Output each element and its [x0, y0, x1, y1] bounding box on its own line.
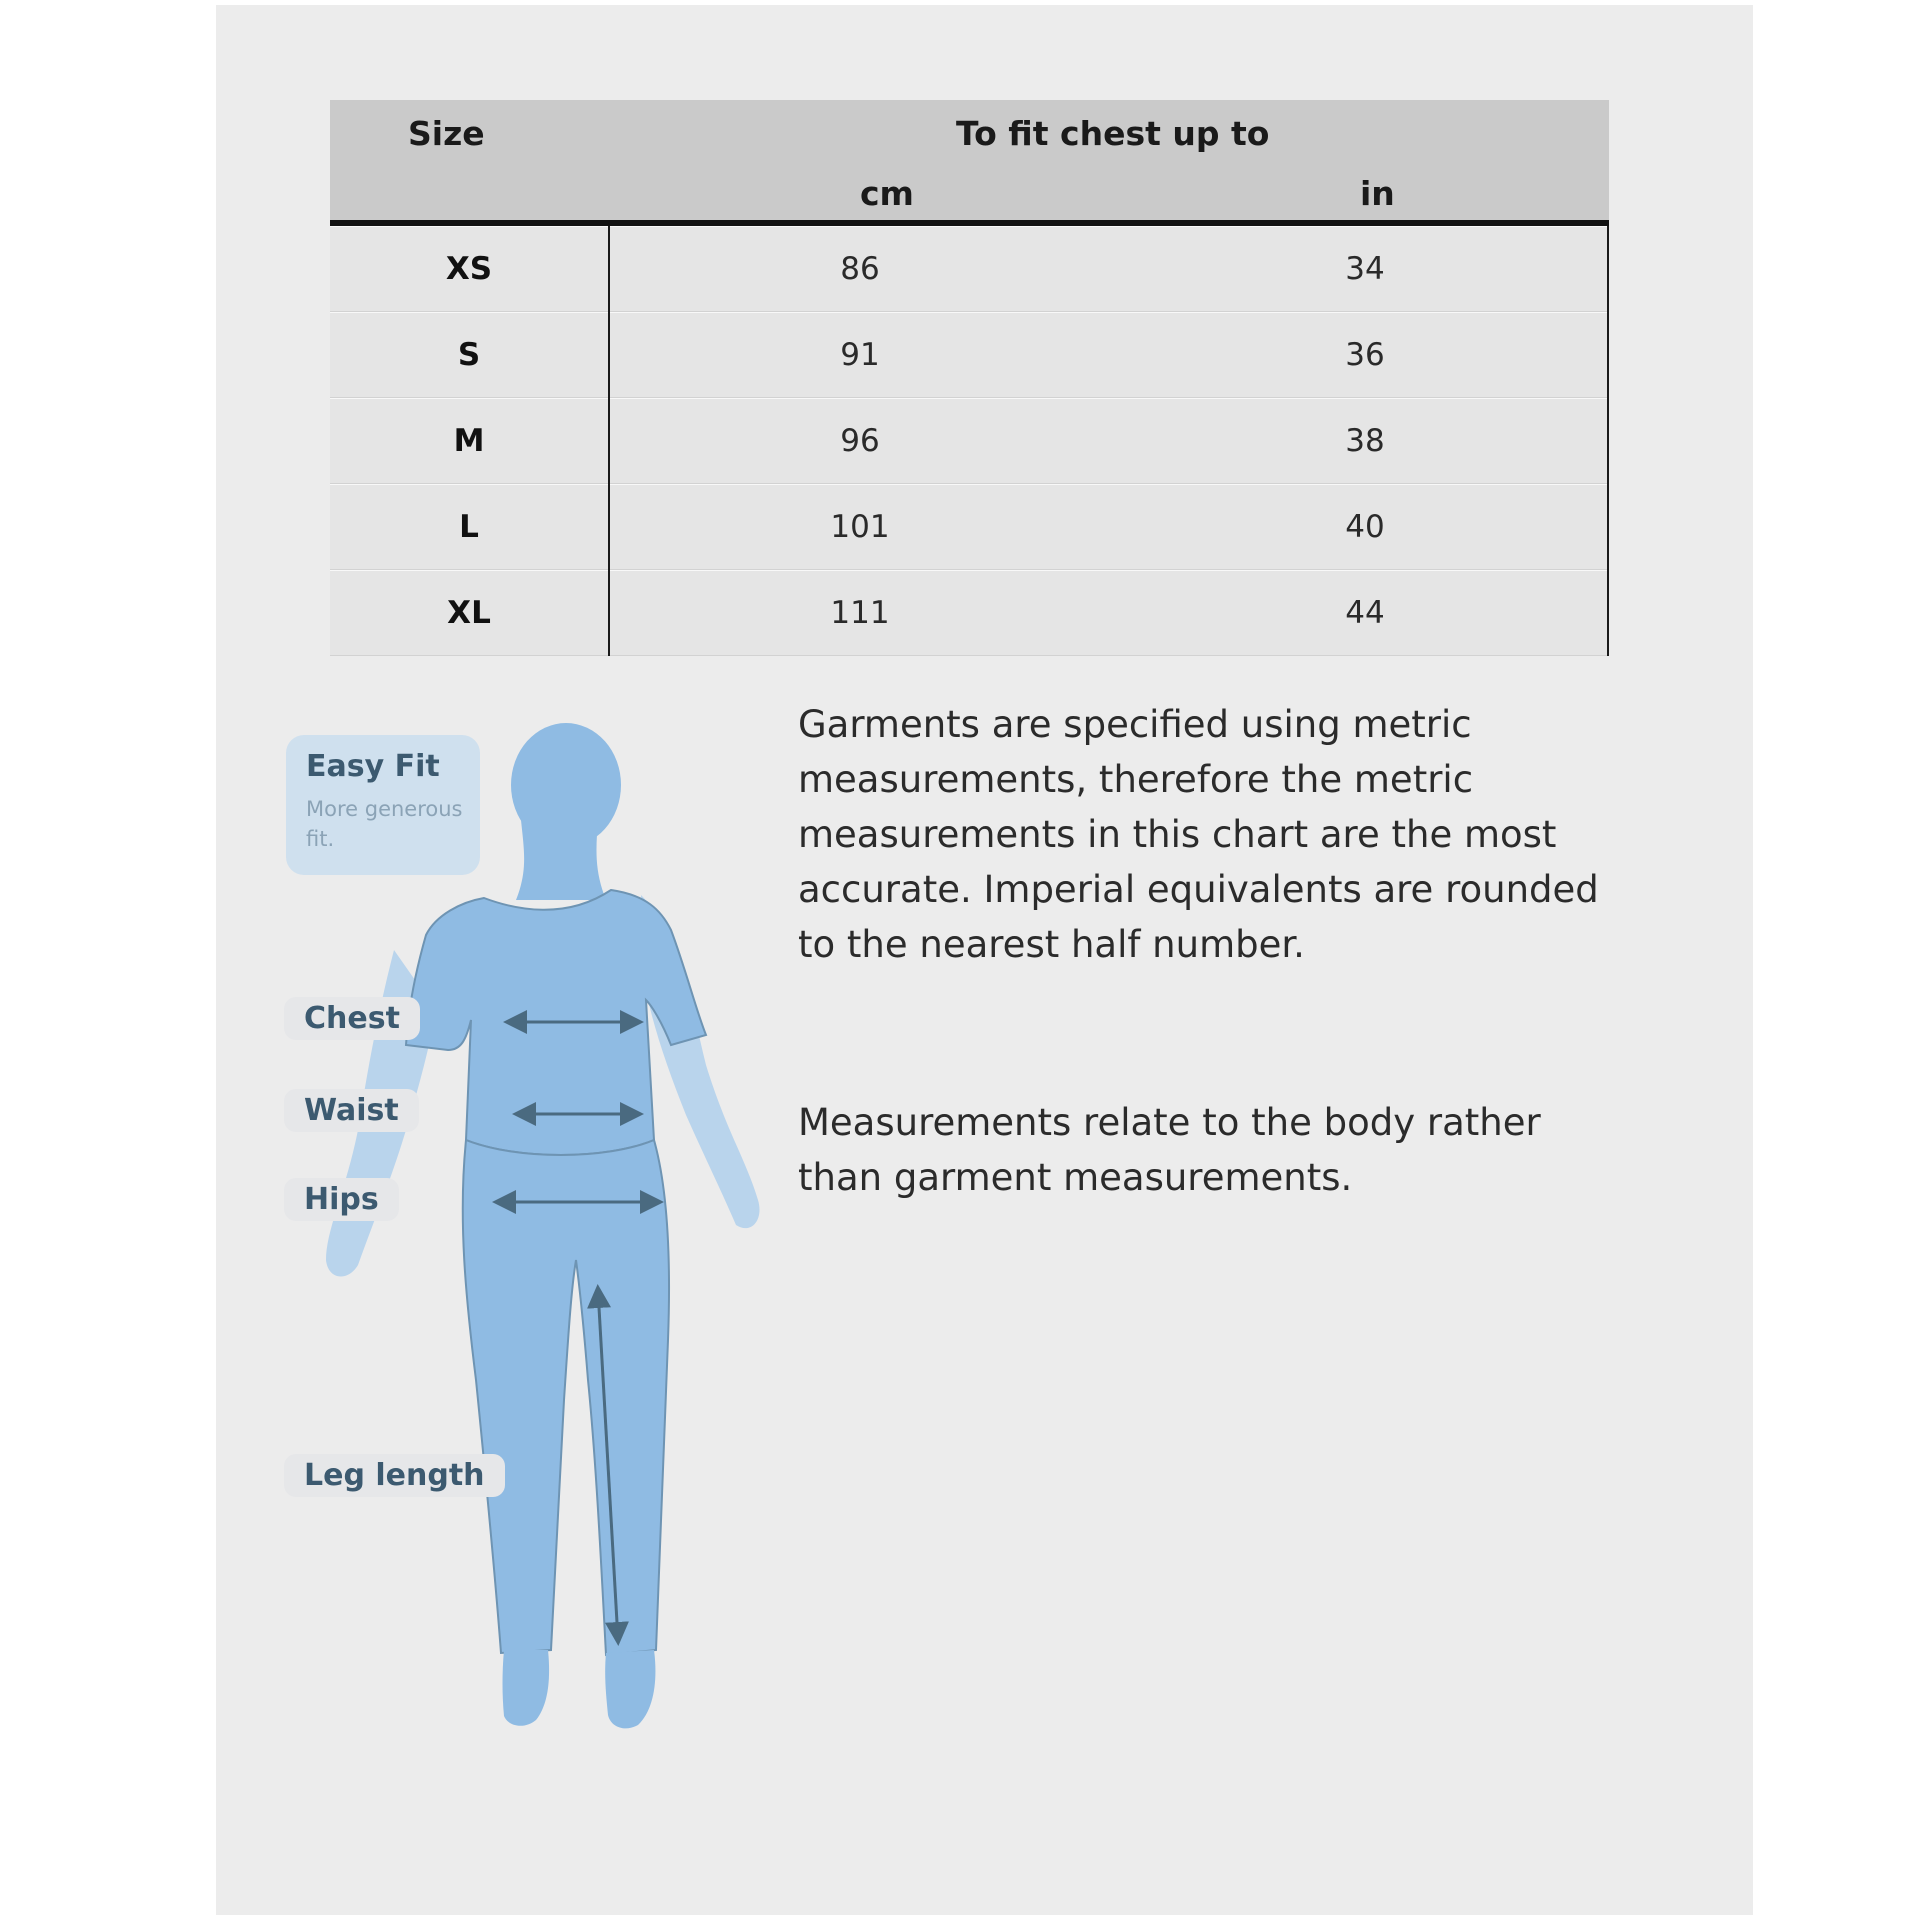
label-chest: Chest — [284, 997, 420, 1040]
label-waist: Waist — [284, 1089, 419, 1132]
cell-in: 40 — [1345, 509, 1385, 545]
cell-cm: 91 — [840, 337, 880, 373]
cell-in: 34 — [1345, 251, 1385, 287]
cell-size: XL — [447, 595, 491, 631]
header-chest-group: To fit chest up to — [956, 114, 1270, 153]
header-cm: cm — [860, 174, 914, 213]
body-silhouette-icon — [266, 720, 806, 1810]
table-body — [330, 226, 1609, 656]
size-guide-panel — [216, 5, 1753, 1915]
measurement-notes — [798, 697, 1618, 1205]
cell-in: 36 — [1345, 337, 1385, 373]
cell-size: S — [457, 337, 481, 373]
table-row — [330, 398, 1607, 484]
note-body-measurements: Measurements relate to the body rather than garment measurements. — [798, 1101, 1541, 1199]
header-size: Size — [408, 114, 485, 153]
cell-size: L — [459, 509, 479, 545]
easy-fit-title: Easy Fit — [306, 749, 440, 784]
easy-fit-badge — [286, 735, 480, 875]
table-row — [330, 226, 1607, 312]
cell-in: 38 — [1345, 423, 1385, 459]
label-leg-length: Leg length — [284, 1454, 505, 1497]
body-measurement-figure — [266, 720, 806, 1810]
table-row — [330, 484, 1607, 570]
header-in: in — [1360, 174, 1395, 213]
note-metric-accuracy: Garments are specified using metric measurements, therefore the metric measurements in this chart are the most accurate. Imperial equivalents are rounded to the nearest half number. — [798, 703, 1599, 966]
cell-cm: 101 — [830, 509, 890, 545]
size-table — [330, 100, 1609, 656]
cell-cm: 86 — [840, 251, 880, 287]
cell-cm: 111 — [830, 595, 890, 631]
table-header — [330, 100, 1609, 226]
cell-size: XS — [445, 251, 493, 287]
table-row — [330, 570, 1607, 656]
table-row — [330, 312, 1607, 398]
cell-size: M — [453, 423, 485, 459]
easy-fit-subtitle: More generous fit. — [306, 797, 463, 851]
cell-cm: 96 — [840, 423, 880, 459]
cell-in: 44 — [1345, 595, 1385, 631]
label-hips: Hips — [284, 1178, 399, 1221]
